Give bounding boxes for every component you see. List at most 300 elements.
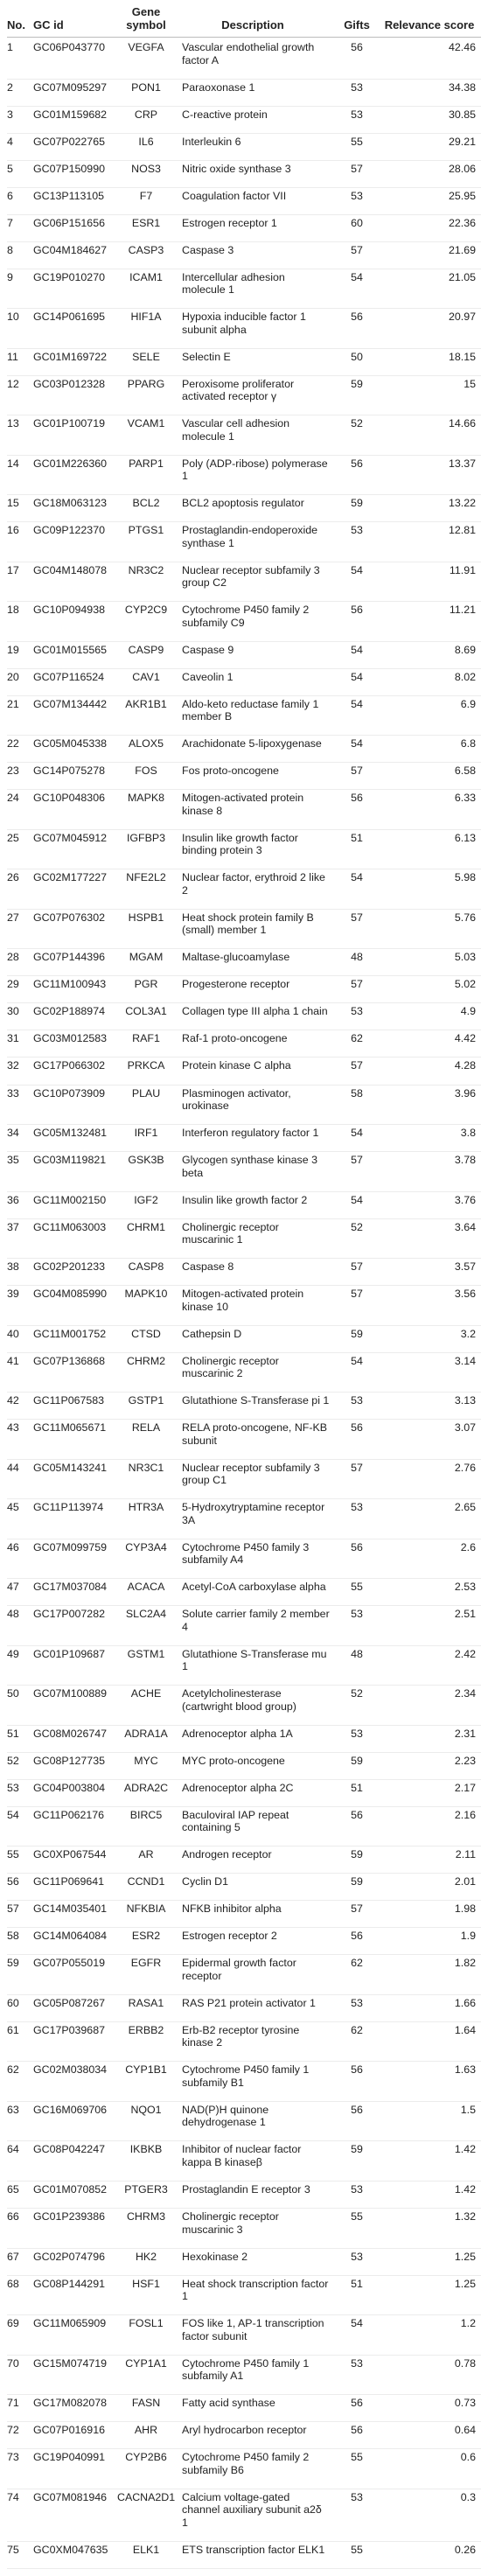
cell-relevance-score: 15 [464,377,476,390]
cell-gene-symbol: IGF2 [134,1193,158,1206]
cell-relevance-score: 1.66 [454,1996,476,2009]
cell-no: 45 [7,1501,19,1514]
cell-no: 8 [7,243,13,256]
cell-no: 21 [7,697,19,710]
table-row [7,602,481,642]
cell-gc-id: GC11M065909 [33,2317,107,2330]
cell-gc-id: GC03P012328 [33,377,105,390]
table-row [7,1539,481,1580]
table-row [7,161,481,188]
cell-gc-id: GC17P039687 [33,2023,105,2036]
table-row [7,349,481,376]
cell-description: ETS transcription factor ELK1 [182,2543,325,2556]
cell-gifts: 54 [351,270,363,283]
header-gene-symbol: Gene symbol [126,5,166,31]
cell-gene-symbol: CCND1 [127,1875,165,1888]
cell-gifts: 53 [351,1394,363,1407]
cell-gifts: 57 [351,1260,363,1274]
cell-relevance-score: 13.22 [448,497,476,510]
cell-relevance-score: 3.07 [454,1421,476,1435]
cell-no: 42 [7,1394,19,1407]
cell-gc-id: GC05M143241 [33,1461,108,1474]
cell-relevance-score: 18.15 [448,350,476,363]
table-row [7,107,481,134]
cell-description: Epidermal growth factor receptor [182,1957,296,1982]
cell-relevance-score: 34.38 [448,80,476,94]
cell-gene-symbol: HTR3A [128,1501,164,1514]
table-row [7,1807,481,1847]
cell-description: Hexokinase 2 [182,2250,248,2263]
cell-description: Adrenoceptor alpha 1A [182,1727,293,1740]
cell-description: Caspase 8 [182,1260,234,1274]
cell-description: Insulin like growth factor binding protein 3 [182,831,298,857]
cell-gifts: 56 [351,2397,363,2410]
cell-no: 57 [7,1902,19,1916]
cell-gifts: 59 [351,377,363,390]
cell-gifts: 56 [351,2063,363,2077]
cell-relevance-score: 1.82 [454,1957,476,1970]
cell-description: Cytochrome P450 family 3 subfamily A4 [182,1540,310,1567]
cell-gc-id: GC02M038034 [33,2063,108,2077]
cell-relevance-score: 2.53 [454,1581,476,1594]
cell-gene-symbol: CACNA2D1 [117,2490,176,2503]
cell-gene-symbol: ERBB2 [128,2023,164,2036]
cell-gc-id: GC02P074796 [33,2250,105,2263]
cell-no: 74 [7,2490,19,2503]
cell-gc-id: GC07P076302 [33,911,105,924]
cell-relevance-score: 6.33 [454,792,476,805]
cell-relevance-score: 2.16 [454,1808,476,1821]
cell-relevance-score: 0.64 [454,2424,476,2437]
cell-gifts: 53 [351,108,363,121]
table-row [7,2022,481,2063]
cell-no: 7 [7,216,13,229]
cell-description: FOS like 1, AP-1 transcription factor subunit [182,2317,324,2342]
cell-gc-id: GC03M119821 [33,1154,107,1167]
table-row [7,495,481,522]
cell-gc-id: GC01M015565 [33,643,108,656]
cell-gifts: 57 [351,1059,363,1072]
cell-description: Fos proto-oncogene [182,764,279,778]
cell-gifts: 54 [351,1354,363,1367]
cell-gc-id: GC11M065671 [33,1421,107,1435]
cell-description: Selectin E [182,350,231,363]
cell-description: Vascular cell adhesion molecule 1 [182,417,290,443]
table-row [7,2489,481,2542]
cell-no: 23 [7,764,19,778]
cell-relevance-score: 0.3 [460,2490,476,2503]
cell-gifts: 54 [351,643,363,656]
cell-description: Cyclin D1 [182,1875,229,1888]
cell-relevance-score: 21.69 [448,243,476,256]
cell-relevance-score: 22.36 [448,216,476,229]
cell-no: 35 [7,1154,19,1167]
cell-gene-symbol: PRKCA [127,1059,165,1072]
cell-gene-symbol: NFKBIA [126,1902,166,1916]
cell-gifts: 56 [351,41,363,53]
cell-relevance-score: 2.01 [454,1875,476,1888]
cell-gc-id: GC05P087267 [33,1996,105,2009]
cell-gifts: 56 [351,1808,363,1821]
table-row [7,1393,481,1420]
cell-gene-symbol: CYP3A4 [125,1540,167,1553]
cell-gifts: 57 [351,1288,363,1301]
table-row [7,736,481,763]
cell-gifts: 54 [351,737,363,750]
cell-no: 75 [7,2543,19,2556]
cell-relevance-score: 2.6 [460,1540,476,1553]
cell-gifts: 59 [351,2143,363,2156]
cell-gc-id: GC08P042247 [33,2143,105,2156]
cell-relevance-score: 4.42 [454,1032,476,1045]
cell-no: 4 [7,135,13,148]
cell-description: Solute carrier family 2 member 4 [182,1608,330,1633]
table-row [7,2249,481,2276]
table-row [7,2102,481,2142]
cell-no: 37 [7,1220,19,1233]
cell-gc-id: GC13P113105 [33,189,105,202]
cell-no: 27 [7,911,19,924]
cell-gene-symbol: PGR [134,978,158,991]
cell-gc-id: GC05M045338 [33,737,108,750]
cell-gifts: 53 [351,1608,363,1621]
cell-gifts: 58 [351,1086,363,1100]
cell-gc-id: GC04M184627 [33,243,108,256]
cell-no: 44 [7,1461,19,1474]
cell-gc-id: GC11M002150 [33,1193,107,1206]
cell-no: 33 [7,1086,19,1100]
cell-gifts: 57 [351,764,363,778]
cell-description: BCL2 apoptosis regulator [182,497,304,510]
cell-no: 60 [7,1996,19,2009]
table-row [7,1955,481,1995]
cell-gc-id: GC07P022765 [33,135,105,148]
cell-gc-id: GC04P003804 [33,1781,105,1794]
cell-no: 70 [7,2356,19,2370]
cell-gifts: 56 [351,1930,363,1943]
cell-gifts: 53 [351,2356,363,2370]
cell-no: 64 [7,2143,19,2156]
table-row [7,976,481,1003]
cell-gc-id: GC11P067583 [33,1394,105,1407]
cell-gene-symbol: BCL2 [132,497,160,510]
cell-gc-id: GC05M132481 [33,1127,108,1140]
cell-gifts: 57 [351,1461,363,1474]
cell-gifts: 60 [351,216,363,229]
cell-description: Estrogen receptor 2 [182,1930,277,1943]
cell-relevance-score: 1.25 [454,2277,476,2290]
cell-gene-symbol: NR3C1 [128,1461,164,1474]
cell-no: 2 [7,80,13,94]
cell-relevance-score: 0.73 [454,2397,476,2410]
cell-gifts: 54 [351,2317,363,2330]
cell-no: 9 [7,270,13,283]
cell-description: Glutathione S-Transferase mu 1 [182,1647,327,1673]
cell-relevance-score: 8.02 [454,670,476,683]
table-row [7,2062,481,2102]
header-gc-id: GC id [33,18,64,31]
cell-gc-id: GC07P116524 [33,670,105,683]
cell-gene-symbol: IKBKB [129,2143,163,2156]
cell-description: C-reactive protein [182,108,268,121]
table-row [7,2542,481,2569]
cell-gene-symbol: VCAM1 [127,417,165,430]
table-row [7,1901,481,1928]
cell-gifts: 56 [351,311,363,324]
cell-relevance-score: 2.42 [454,1647,476,1660]
cell-no: 26 [7,871,19,884]
table-row [7,1286,481,1326]
cell-no: 31 [7,1032,19,1045]
cell-gene-symbol: FASN [131,2397,161,2410]
table-row [7,1874,481,1901]
cell-gifts: 57 [351,1902,363,1916]
cell-relevance-score: 1.2 [460,2317,476,2330]
cell-gene-symbol: PTGER3 [124,2183,168,2196]
cell-gc-id: GC01P239386 [33,2210,105,2223]
cell-gene-symbol: HK2 [135,2250,157,2263]
table-row [7,1353,481,1393]
table-row [7,1928,481,1955]
cell-relevance-score: 1.9 [460,1930,476,1943]
cell-gifts: 51 [351,831,363,844]
cell-gene-symbol: GSTM1 [127,1647,165,1660]
cell-relevance-score: 4.28 [454,1059,476,1072]
cell-relevance-score: 3.76 [454,1193,476,1206]
table-row [7,1259,481,1286]
cell-description: Cytochrome P450 family 1 subfamily A1 [182,2356,310,2383]
cell-relevance-score: 8.69 [454,643,476,656]
cell-gifts: 52 [351,1687,363,1700]
cell-gc-id: GC14P061695 [33,311,105,324]
cell-gc-id: GC17P007282 [33,1608,105,1621]
cell-description: RELA proto-oncogene, NF-KB subunit [182,1421,327,1447]
cell-description: Adrenoceptor alpha 2C [182,1781,294,1794]
table-row [7,2395,481,2422]
cell-gc-id: GC04M085990 [33,1288,108,1301]
cell-gene-symbol: AHR [134,2424,158,2437]
cell-description: Cathepsin D [182,1327,242,1340]
cell-gene-symbol: BIRC5 [129,1808,163,1821]
cell-no: 25 [7,831,19,844]
cell-relevance-score: 0.78 [454,2356,476,2370]
cell-description: NAD(P)H quinone dehydrogenase 1 [182,2103,269,2129]
cell-gifts: 57 [351,978,363,991]
cell-gene-symbol: ADRA1A [124,1727,168,1740]
table-row [7,1606,481,1646]
cell-gene-symbol: RAF1 [132,1032,160,1045]
cell-no: 24 [7,792,19,805]
cell-gifts: 51 [351,2277,363,2290]
cell-description: Estrogen receptor 1 [182,216,277,229]
cell-gc-id: GC07M099759 [33,1540,108,1553]
cell-gc-id: GC03M012583 [33,1032,108,1045]
cell-no: 28 [7,951,19,964]
cell-gc-id: GC19P040991 [33,2451,105,2464]
cell-gifts: 56 [351,1421,363,1435]
cell-relevance-score: 1.98 [454,1902,476,1916]
cell-gifts: 54 [351,563,363,576]
cell-gifts: 53 [351,1996,363,2009]
cell-no: 50 [7,1687,19,1700]
cell-description: Progesterone receptor [182,978,290,991]
table-row [7,910,481,950]
table-row [7,376,481,416]
cell-gene-symbol: CYP1A1 [125,2356,167,2370]
table-row [7,1646,481,1686]
cell-description: Maltase-glucoamylase [182,951,290,964]
cell-description: Inhibitor of nuclear factor kappa B kinaseβ [182,2143,302,2168]
table-row [7,1219,481,1260]
cell-gifts: 56 [351,1540,363,1553]
cell-gene-symbol: IRF1 [134,1127,158,1140]
cell-no: 72 [7,2424,19,2437]
cell-relevance-score: 3.8 [460,1127,476,1140]
cell-relevance-score: 1.64 [454,2023,476,2036]
cell-no: 18 [7,604,19,617]
cell-relevance-score: 3.96 [454,1086,476,1100]
cell-gifts: 59 [351,1848,363,1861]
table-row [7,1152,481,1192]
cell-gene-symbol: ESR2 [131,1930,161,1943]
cell-gc-id: GC01M159682 [33,108,108,121]
cell-description: Glutathione S-Transferase pi 1 [182,1394,330,1407]
cell-no: 12 [7,377,19,390]
table-row [7,242,481,269]
cell-gifts: 59 [351,1327,363,1340]
cell-gc-id: GC07P016916 [33,2424,105,2437]
table-row [7,1086,481,1126]
cell-gc-id: GC07M134442 [33,697,108,710]
cell-gifts: 62 [351,2023,363,2036]
cell-gene-symbol: ESR1 [131,216,161,229]
cell-gc-id: GC08P127735 [33,1754,105,1767]
table-row [7,1846,481,1874]
cell-gene-symbol: RASA1 [128,1996,164,2009]
cell-relevance-score: 2.34 [454,1687,476,1700]
cell-relevance-score: 3.2 [460,1327,476,1340]
cell-no: 17 [7,563,19,576]
cell-description: Cytochrome P450 family 2 subfamily B6 [182,2451,310,2476]
cell-gc-id: GC10P048306 [33,792,105,805]
cell-description: Erb-B2 receptor tyrosine kinase 2 [182,2023,300,2049]
cell-no: 65 [7,2183,19,2196]
cell-relevance-score: 14.66 [448,417,476,430]
cell-no: 69 [7,2317,19,2330]
cell-relevance-score: 11.91 [449,563,476,576]
cell-no: 20 [7,670,19,683]
cell-gene-symbol: COL3A1 [125,1005,167,1018]
cell-gifts: 52 [351,1220,363,1233]
cell-gifts: 55 [351,2210,363,2223]
cell-gifts: 53 [351,2250,363,2263]
cell-relevance-score: 20.97 [448,311,476,324]
cell-gene-symbol: CYP2B6 [125,2451,167,2464]
cell-gene-symbol: HSF1 [132,2277,160,2290]
cell-gc-id: GC07M045912 [33,831,108,844]
cell-gc-id: GC02M177227 [33,871,108,884]
cell-gene-symbol: CASP9 [128,643,164,656]
cell-relevance-score: 5.03 [454,951,476,964]
cell-description: Intercellular adhesion molecule 1 [182,270,285,297]
cell-gene-symbol: NOS3 [131,162,161,175]
table-row [7,309,481,349]
cell-description: Nuclear factor, erythroid 2 like 2 [182,871,325,897]
cell-description: Nuclear receptor subfamily 3 group C2 [182,563,320,590]
cell-gc-id: GC11M100943 [33,978,107,991]
cell-no: 16 [7,524,19,537]
cell-no: 3 [7,108,13,121]
cell-description: Nuclear receptor subfamily 3 group C1 [182,1461,320,1487]
table-row [7,134,481,161]
cell-relevance-score: 1.25 [454,2250,476,2263]
cell-gc-id: GC06P043770 [33,41,105,53]
cell-gc-id: GC01P109687 [33,1647,105,1660]
cell-gene-symbol: CAV1 [132,670,160,683]
cell-description: Hypoxia inducible factor 1 subunit alpha [182,311,306,336]
cell-description: Collagen type III alpha 1 chain [182,1005,328,1018]
cell-relevance-score: 6.58 [454,764,476,778]
cell-description: Caveolin 1 [182,670,234,683]
table-row [7,39,481,80]
cell-description: Raf-1 proto-oncogene [182,1032,288,1045]
cell-description: Glycogen synthase kinase 3 beta [182,1154,317,1179]
cell-relevance-score: 6.13 [454,831,476,844]
table-row [7,456,481,496]
cell-no: 38 [7,1260,19,1274]
cell-description: Heat shock protein family B (small) member 1 [182,911,314,937]
cell-relevance-score: 4.9 [460,1005,476,1018]
cell-relevance-score: 3.64 [454,1220,476,1233]
cell-description: MYC proto-oncogene [182,1754,285,1767]
cell-relevance-score: 29.21 [448,135,476,148]
cell-no: 54 [7,1808,19,1821]
cell-description: Cytochrome P450 family 2 subfamily C9 [182,604,310,629]
table-row [7,696,481,736]
cell-no: 1 [7,41,13,53]
cell-gene-symbol: CRP [134,108,158,121]
cell-no: 52 [7,1754,19,1767]
cell-gene-symbol: PPARG [127,377,165,390]
cell-no: 68 [7,2277,19,2290]
cell-gene-symbol: GSTP1 [128,1394,164,1407]
cell-gc-id: GC17P066302 [33,1059,105,1072]
cell-no: 10 [7,311,19,324]
cell-relevance-score: 0.26 [454,2543,476,2556]
cell-description: Interleukin 6 [182,135,241,148]
cell-relevance-score: 1.5 [460,2103,476,2116]
table-row [7,415,481,456]
cell-no: 32 [7,1059,19,1072]
cell-gene-symbol: FOS [135,764,157,778]
table-header [7,3,481,38]
cell-relevance-score: 2.23 [454,1754,476,1767]
cell-gene-symbol: VEGFA [128,41,164,53]
cell-description: 5-Hydroxytryptamine receptor 3A [182,1501,325,1526]
cell-gene-symbol: CHRM1 [126,1220,166,1233]
cell-gene-symbol: IL6 [138,135,154,148]
cell-gene-symbol: HIF1A [130,311,162,324]
table-row [7,269,481,310]
table-row [7,1003,481,1030]
cell-gifts: 55 [351,1581,363,1594]
cell-no: 11 [7,350,18,363]
cell-description: Mitogen-activated protein kinase 10 [182,1288,304,1313]
table-row [7,1192,481,1219]
cell-gifts: 54 [351,1193,363,1206]
cell-gene-symbol: ADRA2C [123,1781,169,1794]
cell-no: 39 [7,1288,19,1301]
